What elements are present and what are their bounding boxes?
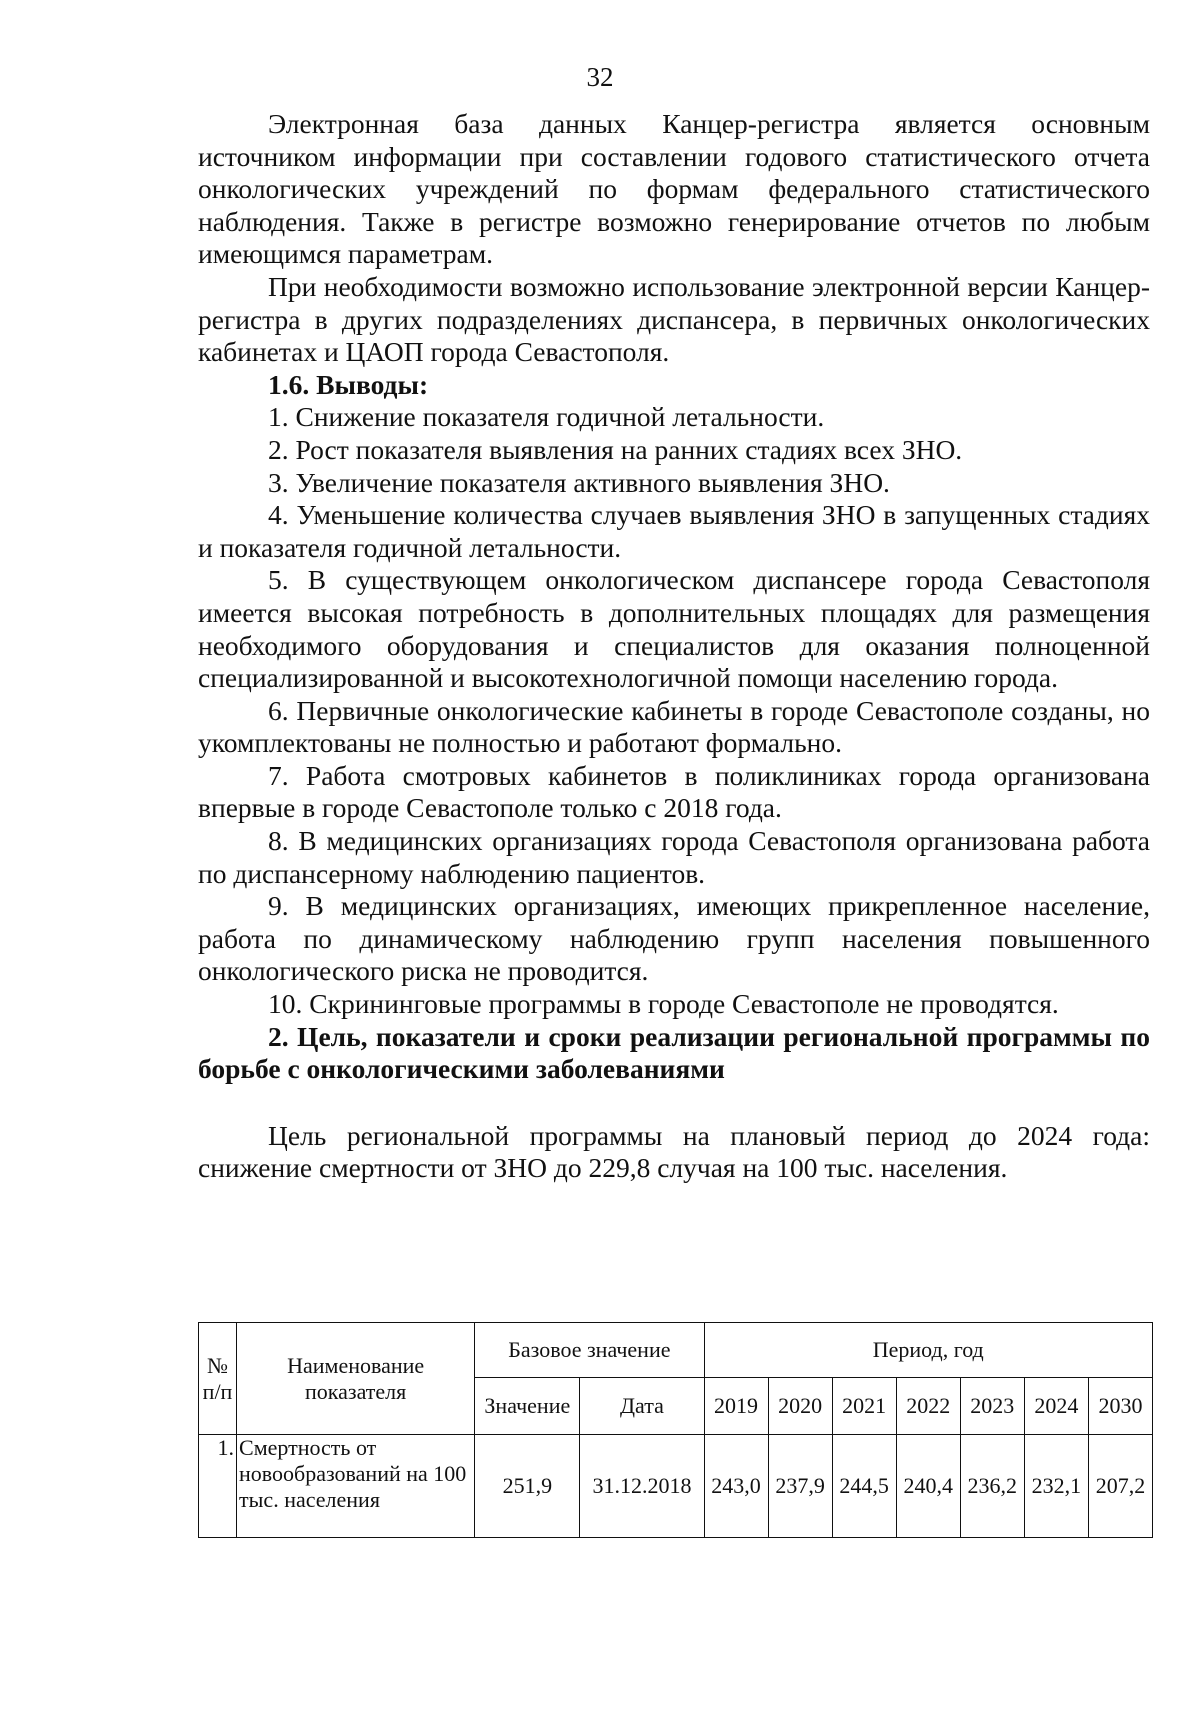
row-date: 31.12.2018 bbox=[580, 1435, 704, 1538]
section-heading: 2. Цель, показатели и сроки реализации региональной программы по борьбе с онкологическими заболеваниями bbox=[198, 1020, 1150, 1085]
header-year: 2023 bbox=[960, 1378, 1024, 1435]
row-year-value: 232,1 bbox=[1024, 1435, 1088, 1538]
conclusion-item: 1. Снижение показателя годичной летальности. bbox=[268, 401, 825, 433]
page-number: 32 bbox=[586, 62, 614, 92]
header-year: 2020 bbox=[768, 1378, 832, 1435]
header-base: Базовое значение bbox=[475, 1323, 704, 1378]
row-num: 1. bbox=[199, 1435, 237, 1538]
conclusion-item: 5. В существующем онкологическом диспансере города Севастополя имеется высокая потребность в дополнительных площадях для размещения необходимого оборудования и специалистов для оказания полноценной специализированной и высокотехнологичной помощи населению города. bbox=[198, 564, 1150, 694]
row-year-value: 244,5 bbox=[832, 1435, 896, 1538]
conclusions-heading: 1.6. Выводы: bbox=[268, 368, 429, 400]
table-header-row bbox=[199, 1323, 1153, 1378]
header-value: Значение bbox=[475, 1378, 580, 1435]
conclusion-item: 6. Первичные онкологические кабинеты в городе Севастополе созданы, но укомплектованы не полностью и работают формально. bbox=[198, 694, 1150, 759]
indicators-table bbox=[198, 1322, 1153, 1538]
row-year-value: 207,2 bbox=[1088, 1435, 1152, 1538]
row-year-value: 243,0 bbox=[704, 1435, 768, 1538]
header-year: 2030 bbox=[1088, 1378, 1152, 1435]
paragraph: При необходимости возможно использование электронной версии Канцер-регистра в других подразделениях диспансера, в первичных онкологических кабинетах и ЦАОП города Севастополя. bbox=[198, 270, 1150, 368]
table-row bbox=[199, 1435, 1153, 1538]
row-value: 251,9 bbox=[475, 1435, 580, 1538]
header-year: 2024 bbox=[1024, 1378, 1088, 1435]
row-year-value: 236,2 bbox=[960, 1435, 1024, 1538]
conclusion-item: 8. В медицинских организациях города Севастополя организована работа по диспансерному наблюдению пациентов. bbox=[198, 825, 1150, 889]
header-year: 2019 bbox=[704, 1378, 768, 1435]
conclusion-item: 7. Работа смотровых кабинетов в поликлиниках города организована впервые в городе Севастополе только с 2018 года. bbox=[198, 759, 1150, 824]
conclusion-item: 3. Увеличение показателя активного выявления ЗНО. bbox=[268, 466, 890, 498]
page-content bbox=[198, 108, 1150, 1185]
row-year-value: 237,9 bbox=[768, 1435, 832, 1538]
header-num: № п/п bbox=[199, 1323, 237, 1435]
conclusion-item: 2. Рост показателя выявления на ранних стадиях всех ЗНО. bbox=[268, 433, 963, 465]
row-year-value: 240,4 bbox=[896, 1435, 960, 1538]
conclusion-item: 9. В медицинских организациях, имеющих прикрепленное население, работа по динамическому наблюдению групп населения повышенного онкологического риска не проводится. bbox=[198, 890, 1150, 987]
paragraph: Электронная база данных Канцер-регистра является основным источником информации при составлении годового статистического отчета онкологических учреждений по формам федерального статистического наблюдения. Также в регистре возможно генерирование отчетов по любым имеющимся параметрам. bbox=[198, 108, 1150, 270]
header-name: Наименование показателя bbox=[237, 1323, 475, 1435]
conclusion-item: 10. Скрининговые программы в городе Севастополе не проводятся. bbox=[268, 988, 1059, 1020]
goal-paragraph: Цель региональной программы на плановый период до 2024 года: снижение смертности от ЗНО до 229,8 случая на 100 тыс. населения. bbox=[198, 1119, 1150, 1184]
header-year: 2022 bbox=[896, 1378, 960, 1435]
header-year: 2021 bbox=[832, 1378, 896, 1435]
conclusion-item: 4. Уменьшение количества случаев выявления ЗНО в запущенных стадиях и показателя годичной летальности. bbox=[198, 499, 1150, 563]
row-name: Смертность от новообразований на 100 тыс. населения bbox=[237, 1435, 475, 1538]
header-date: Дата bbox=[580, 1378, 704, 1435]
header-period: Период, год bbox=[704, 1323, 1153, 1378]
